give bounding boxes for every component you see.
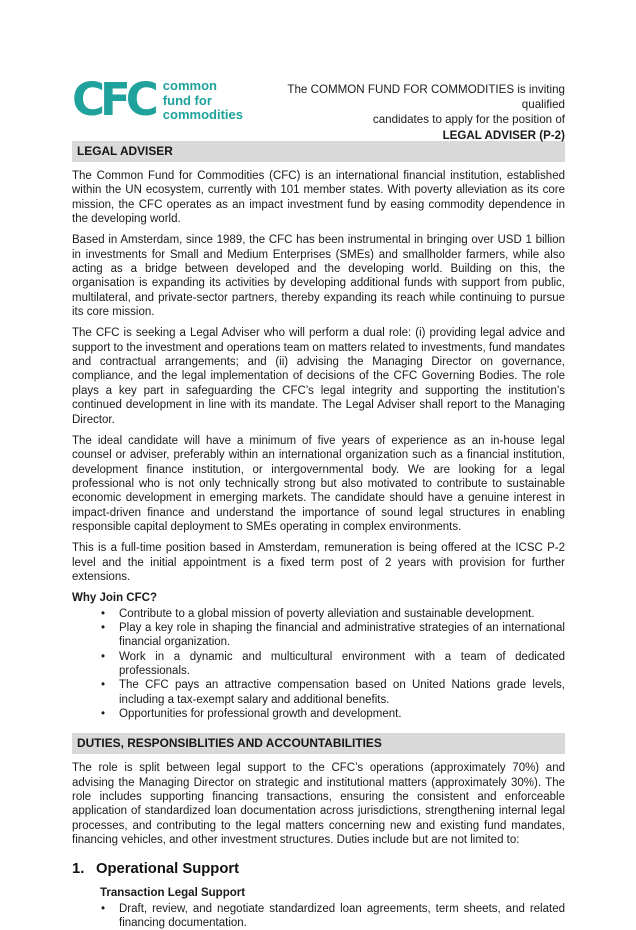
- cfc-logo-mark: CFC: [72, 73, 154, 126]
- list-item: • Play a key role in shaping the financial and administrative strategies of an international financial organization.: [100, 621, 565, 650]
- role-paragraph: The CFC is seeking a Legal Adviser who will perform a dual role: (i) providing legal advice and support to the investment and operations team on matters related to investments, fund mandates and contractual arrangements; and (ii) advising the Managing Director on governance, compliance, and the legal implementation of decisions of the CFC Governing Bodies. The role plays a key part in safeguarding the CFC’s legal integrity and supporting the institution’s continued development in line with its mandate. The Legal Adviser shall report to the Managing Director.: [72, 327, 565, 426]
- logo-tagline-line: fund for: [162, 92, 212, 108]
- candidate-paragraph: The ideal candidate will have a minimum of five years of experience as an in-house legal counsel or adviser, preferably within an international organization such as a financial institution, development finance institution, or intergovernmental body. We are looking for a legal professional who is not only technically strong but also motivated to contribute to sustainable economic development in emerging markets. The candidate should have a genuine interest in impact-driven finance and understand the importance of sound legal structures in enabling responsible capital deployment to SMEs operating in complex environments.: [72, 434, 565, 533]
- cfc-logo-tagline: [163, 79, 243, 123]
- banner-line-2: candidates to apply for the position of: [372, 113, 565, 127]
- document-header: [72, 73, 565, 142]
- vacancy-banner: [263, 82, 565, 143]
- list-item: • Opportunities for professional growth and development.: [100, 707, 565, 721]
- heading-label: Operational Support: [96, 861, 240, 878]
- logo-tagline-line: commodities: [162, 107, 243, 122]
- why-join-heading: Why Join CFC?: [72, 592, 157, 605]
- transaction-support-list: [100, 902, 565, 930]
- subheading-transaction-legal-support: Transaction Legal Support: [100, 887, 246, 900]
- list-item: • Work in a dynamic and multicultural environment with a team of dedicated professionals.: [100, 650, 565, 679]
- heading-operational-support: [72, 860, 565, 878]
- list-item: • The CFC pays an attractive compensation based on United Nations grade levels, including a tax-exempt salary and additional benefits.: [100, 678, 565, 707]
- cfc-logo: [72, 73, 243, 126]
- intro-paragraph: The Common Fund for Commodities (CFC) is an international financial institution, established within the UN ecosystem, currently with 101 member states. With poverty alleviation as its core mission, the CFC operates as an impact investment fund by easing commodity dependence in the developing world.: [72, 170, 565, 226]
- duties-intro-paragraph: The role is split between legal support to the CFC’s operations (approximately 70%) and advising the Managing Director on strategic and institutional matters (approximately 30%). The role includes supporting financing transactions, ensuring the consistent and enforceable application of standardized loan documentation across jurisdictions, strengthening internal legal processes, and contributing to the legal matters concerning new and existing fund mandates, financing vehicles, and other investment structures. Duties include but are not limited to:: [72, 762, 565, 847]
- logo-tagline-line: common: [162, 78, 217, 93]
- section-header-duties: DUTIES, RESPONSIBLITIES AND ACCOUNTABILITIES: [72, 733, 565, 754]
- heading-number: 1.: [72, 861, 85, 878]
- list-item: • Contribute to a global mission of poverty alleviation and sustainable development.: [100, 607, 565, 621]
- list-item: • Draft, review, and negotiate standardized loan agreements, term sheets, and related financing documentation.: [100, 902, 565, 930]
- banner-position-title: LEGAL ADVISER (P-2): [442, 128, 565, 142]
- section-header-legal-adviser: LEGAL ADVISER: [72, 141, 565, 162]
- terms-paragraph: This is a full-time position based in Amsterdam, remuneration is being offered at the ICSC P-2 level and the initial appointment is a fixed term post of 2 years with provision for further extensions.: [72, 542, 565, 583]
- why-join-list: [100, 607, 565, 722]
- banner-line-1: The COMMON FUND FOR COMMODITIES is inviting qualified: [287, 83, 565, 112]
- history-paragraph: Based in Amsterdam, since 1989, the CFC has been instrumental in bringing over USD 1 billion in investments for Small and Medium Enterprises (SMEs) and smallholder farmers, while also acting as a bridge between developed and the developing world. Building on this, the organisation is expanding its activities by developing additional funds with support from public, multilateral, and private-sector partners, thereby expanding its reach while continuing to pursue its core mission.: [72, 234, 565, 319]
